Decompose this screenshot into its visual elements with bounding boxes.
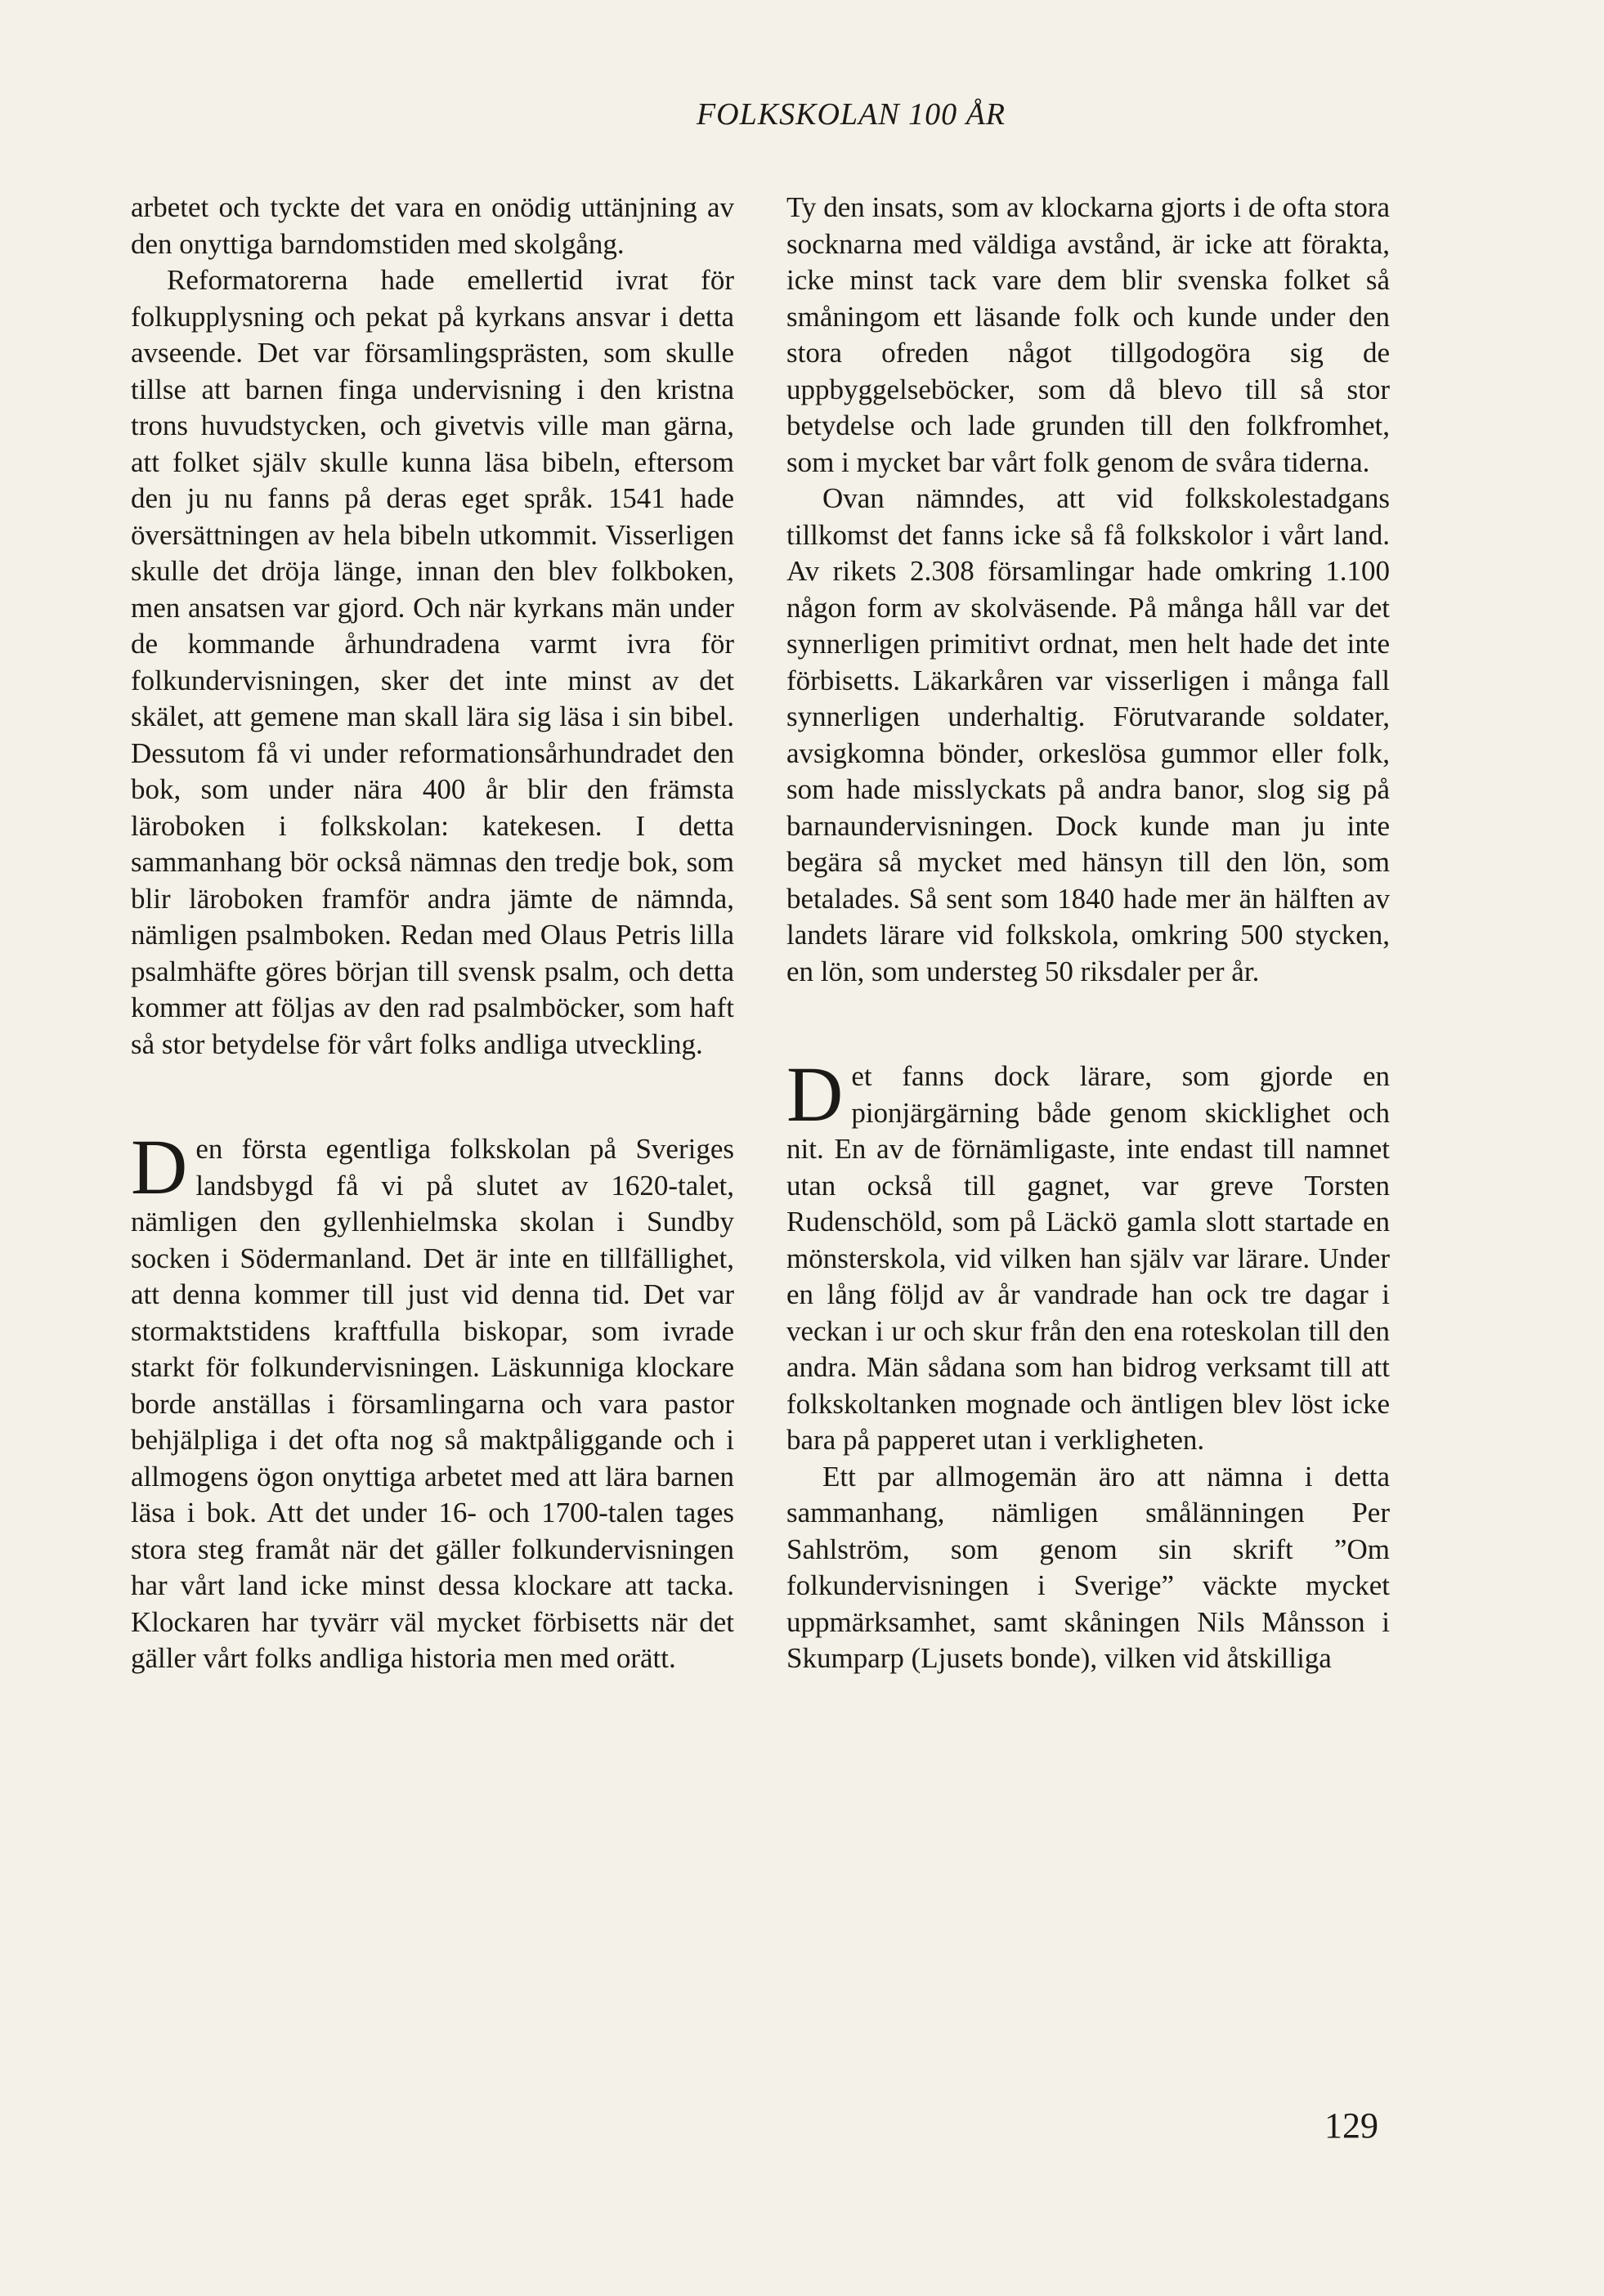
drop-cap: D [131, 1123, 188, 1211]
paragraph-with-dropcap [131, 1123, 734, 1677]
right-column [786, 190, 1390, 1677]
running-head-text: FOLKSKOLAN 100 ÅR [696, 97, 1006, 132]
paragraph: arbetet och tyckte det vara en onödig uttänjning av den onyttiga barndomstiden med skolgång. [131, 191, 734, 260]
paragraph: Reformatorerna hade emellertid ivrat för folkupplysning och pekat på kyrkans ansvar i detta avseende. Det var församlingsprästen, som skulle tillse att barnen finga undervisning i den kristna trons huvudstycken, och givetvis ville man gärna, att folket själv skulle kunna läsa bibeln, eftersom den ju nu fanns på deras eget språk. 1541 hade översättningen av hela bibeln utkommit. Visserligen skulle det dröja länge, innan den blev folkboken, men ansatsen var gjord. Och när kyrkans män under de kommande århundradena varmt ivra för folkundervisningen, sker det inte minst av det skälet, att gemene man skall lära sig läsa i sin bibel. Dessutom få vi under reformationsårhundradet den bok, som under nära 400 år blir den främsta läroboken i folkskolan: katekesen. I detta sammanhang bör också nämnas den tredje bok, som blir läroboken framför andra jämte de nämnda, nämligen psalmboken. Redan med Olaus Petris lilla psalmhäfte göres början till svensk psalm, och detta kommer att följas av den rad psalmböcker, som haft så stor betydelse för vårt folks andliga utveckling. [131, 264, 734, 1060]
left-column [131, 190, 734, 1677]
section-break [786, 990, 1390, 1058]
paragraph: Ett par allmogemän äro att nämna i detta sammanhang, nämligen smålänningen Per Sahlström, som genom sin skrift ”Om folkundervisningen i Sverige” väckte mycket uppmärksamhet, samt skåningen Nils Månsson i Skumparp (Ljusets bonde), vilken vid åtskilliga [786, 1460, 1390, 1674]
paragraph: Ovan nämndes, att vid folkskolestadgans tillkomst det fanns icke så få folkskolor i vårt land. Av rikets 2.308 församlingar hade omkring 1.100 någon form av skolväsende. På många håll var det synnerligen primitivt ordnat, men helt hade det inte förbisetts. Läkarkåren var visserligen i många fall synnerligen underhaltig. Förutvarande soldater, avsigkomna bönder, orkeslösa gummor eller folk, som hade misslyckats på andra banor, slog sig på barnaundervisningen. Dock kunde man ju inte begära så mycket med hänsyn till den lön, som betalades. Så sent som 1840 hade mer än hälften av landets lärare vid folkskola, omkring 500 stycken, en lön, som understeg 50 riksdaler per år. [786, 482, 1390, 987]
running-head [0, 96, 1604, 132]
section-break [131, 1063, 734, 1131]
page-number: 129 [1324, 2106, 1378, 2146]
paragraph-text: et fanns dock lärare, som gjorde en pionjärgärning både genom skicklighet och nit. En av de förnämligaste, inte endast till namnet utan också till gagnet, var greve Torsten Rudenschöld, som på Läckö gamla slott startade en mönsterskola, vid vilken han själv var lärare. Under en lång följd av år vandrade han ock tre dagar i veckan i ur och skur från den ena roteskolan till den andra. Män sådana som han bidrog verksamt till att folkskoltanken mognade och äntligen blev löst icke bara på papperet utan i verkligheten. [786, 1060, 1390, 1456]
paragraph: Ty den insats, som av klockarna gjorts i de ofta stora socknarna med väldiga avstånd, är icke att förakta, icke minst tack vare dem blir svenska folket så småningom ett läsande folk och kunde under den stora ofreden något tillgodogöra sig de uppbyggelseböcker, som då blevo till så stor betydelse och lade grunden till den folkfromhet, som i mycket bar vårt folk genom de svåra tiderna. [786, 191, 1390, 478]
drop-cap: D [786, 1050, 844, 1138]
paragraph-with-dropcap [786, 1050, 1390, 1459]
paragraph-text: en första egentliga folkskolan på Sveriges landsbygd få vi på slutet av 1620-talet, nämligen den gyllenhielmska skolan i Sundby socken i Södermanland. Det är inte en tillfällighet, att denna kommer till just vid denna tid. Det var stormaktstidens kraftfulla biskopar, som ivrade starkt för folkundervisningen. Läskunniga klockare borde anställas i församlingarna och vara pastor behjälpliga i det ofta nog så maktpåliggande och i allmogens ögon onyttiga arbetet med att lära barnen läsa i bok. Att det under 16- och 1700-talen tages stora steg framåt när det gäller folkundervisningen har vårt land icke minst dessa klockare att tacka. Klockaren har tyvärr väl mycket förbisetts när det gäller vårt folks andliga historia men med orätt. [131, 1133, 734, 1674]
